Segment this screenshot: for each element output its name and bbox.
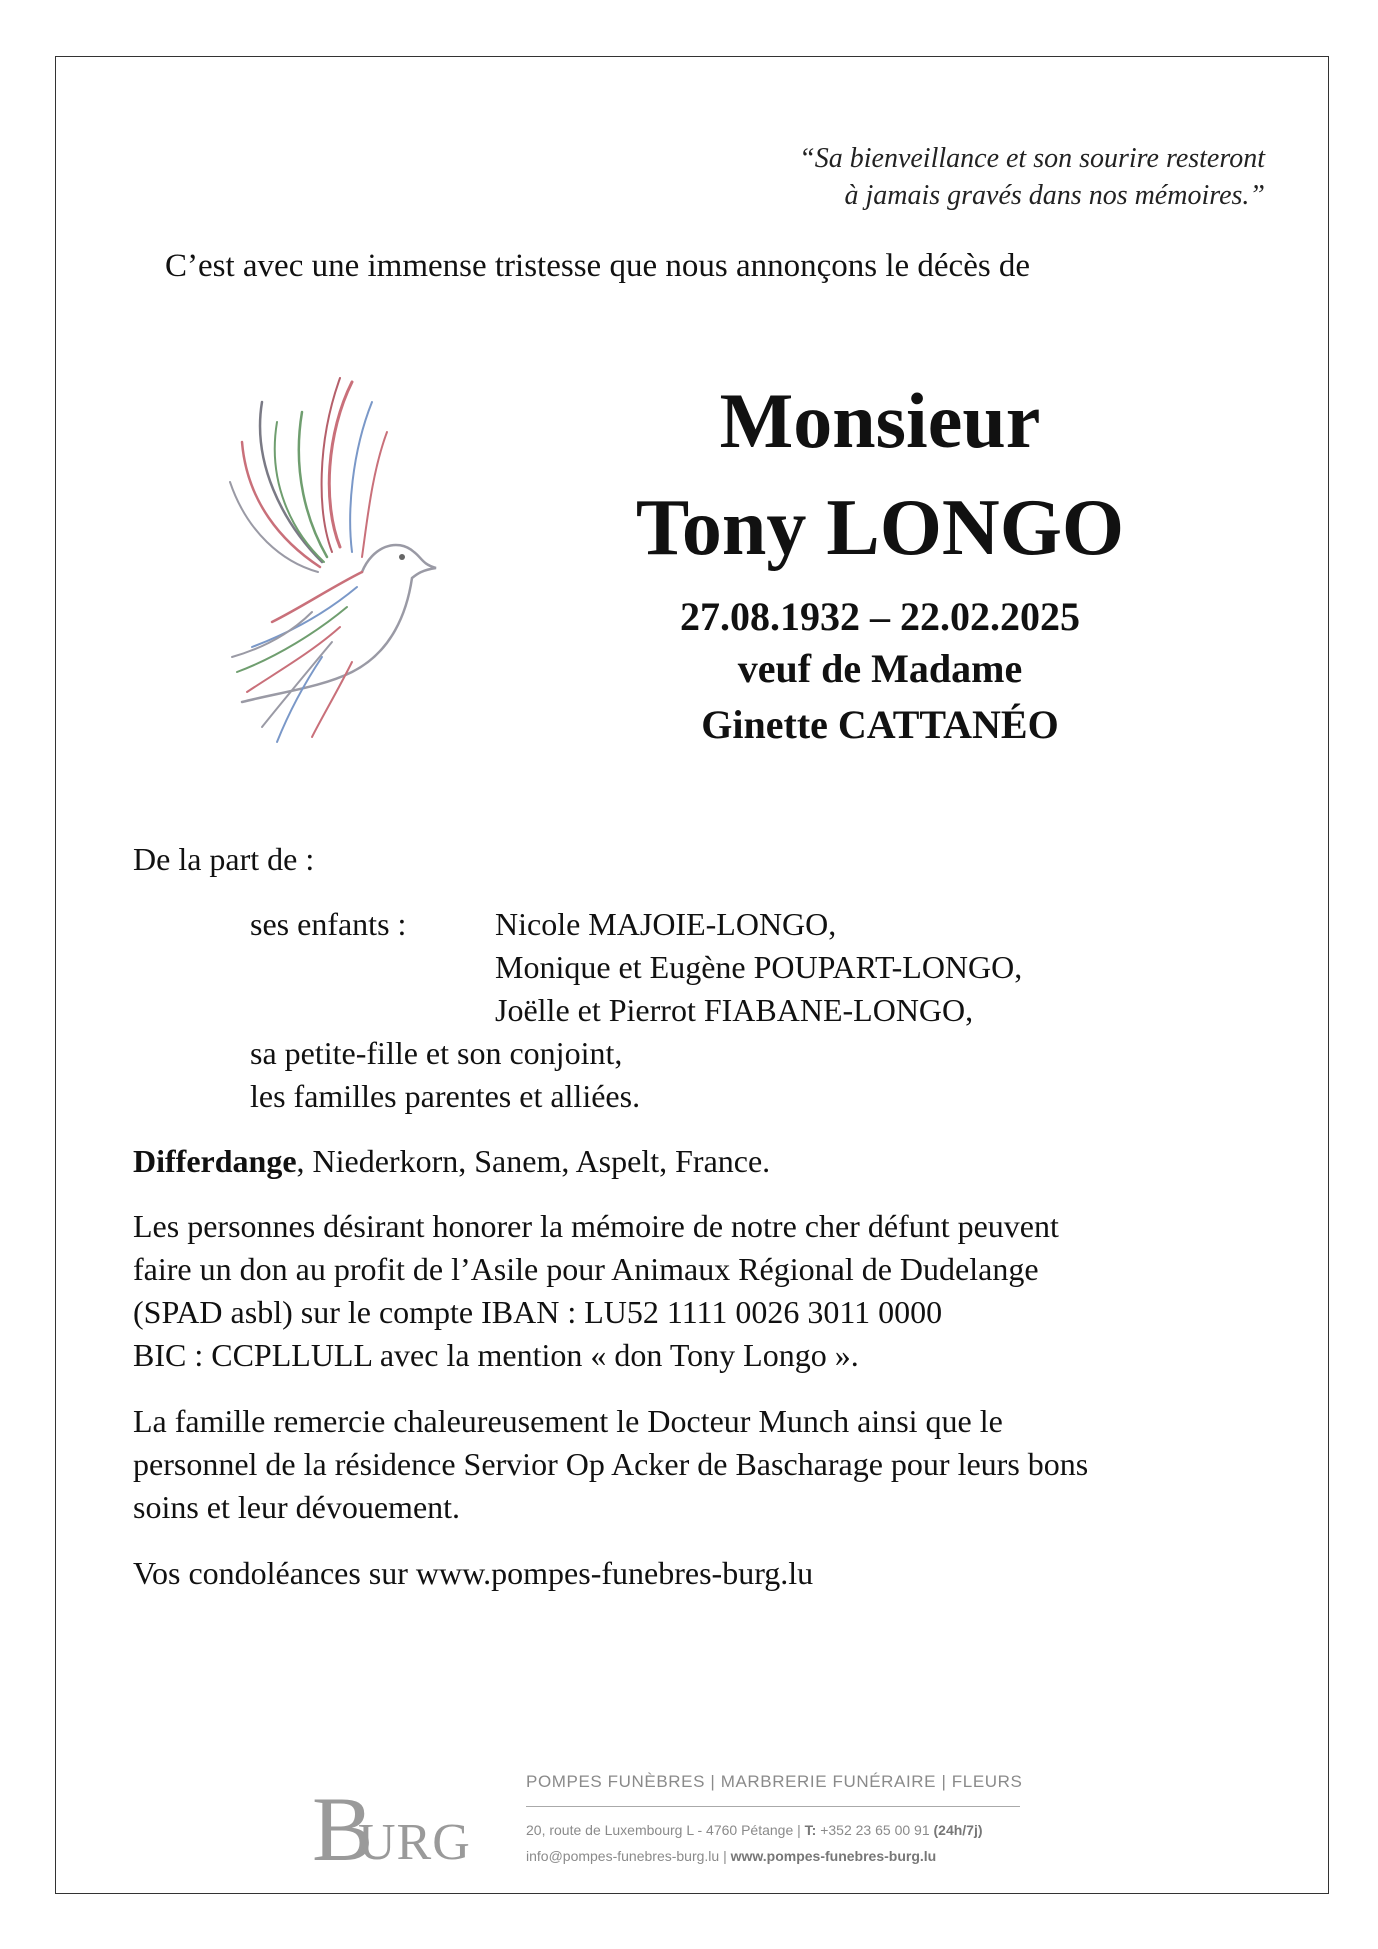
spouse-name: Ginette CATTANÉO [701, 702, 1059, 747]
footer-address-line [526, 1822, 983, 1838]
child-2: Monique et Eugène POUPART-LONGO, [495, 949, 1023, 985]
widow-line: veuf de Madame [737, 646, 1023, 691]
footer-address: 20, route de Luxembourg L - 4760 Pétange | [526, 1822, 805, 1838]
condolences-line: Vos condoléances sur www.pompes-funebres-burg.lu [133, 1555, 814, 1591]
donation-paragraph [133, 1205, 1263, 1377]
deceased-name: Tony LONGO [635, 484, 1125, 572]
granddaughter-line: sa petite-fille et son conjoint, [250, 1035, 623, 1071]
main-place: Differdange [133, 1143, 297, 1179]
dove-illustration [222, 372, 502, 744]
footer-phone-hours: (24h/7j) [933, 1822, 983, 1838]
donation-line-4: BIC : CCPLLULL avec la mention « don Tony Longo ». [133, 1337, 859, 1373]
child-1: Nicole MAJOIE-LONGO, [495, 906, 837, 942]
donation-line-3: (SPAD asbl) sur le compte IBAN : LU52 1111 0026 3011 0000 [133, 1294, 943, 1330]
logo-urg: URG [358, 1814, 471, 1867]
announcement-intro: C’est avec une immense tristesse que nous annonçons le décès de [165, 248, 1031, 284]
thanks-line-2: personnel de la résidence Servior Op Acker de Bascharage pour leurs bons [133, 1446, 1089, 1482]
child-3: Joëlle et Pierrot FIABANE-LONGO, [495, 992, 974, 1028]
life-dates: 27.08.1932 – 22.02.2025 [680, 594, 1080, 639]
from-label: De la part de : [133, 841, 315, 877]
epitaph-quote [799, 140, 1265, 214]
quote-line-1: “Sa bienveillance et son sourire resteront [799, 143, 1265, 174]
families-line: les familles parentes et alliées. [250, 1078, 641, 1114]
donation-line-2: faire un don au profit de l’Asile pour Animaux Régional de Dudelange [133, 1251, 1039, 1287]
places-line [133, 1140, 1263, 1183]
thanks-line-1: La famille remercie chaleureusement le Docteur Munch ainsi que le [133, 1403, 1003, 1439]
footer-divider [526, 1806, 1020, 1807]
footer-email[interactable]: info@pompes-funebres-burg.lu | [526, 1848, 731, 1864]
footer-contact-line [526, 1848, 936, 1864]
children-label: ses enfants : [250, 906, 407, 942]
thanks-paragraph [133, 1400, 1263, 1529]
burg-logo [312, 1772, 482, 1867]
footer-website[interactable]: www.pompes-funebres-burg.lu [730, 1848, 937, 1864]
donation-line-1: Les personnes désirant honorer la mémoire de notre cher défunt peuvent [133, 1208, 1059, 1244]
footer-services: POMPES FUNÈBRES | MARBRERIE FUNÉRAIRE | FLEURS [526, 1772, 1023, 1791]
footer-phone: +352 23 65 00 91 [816, 1822, 934, 1838]
deceased-title: Monsieur [719, 377, 1041, 464]
thanks-line-3: soins et leur dévouement. [133, 1489, 461, 1525]
logo-b: B [312, 1778, 374, 1867]
other-places: , Niederkorn, Sanem, Aspelt, France. [296, 1143, 771, 1179]
quote-line-2: à jamais gravés dans nos mémoires.” [844, 180, 1265, 211]
footer-phone-label: T: [804, 1822, 817, 1838]
